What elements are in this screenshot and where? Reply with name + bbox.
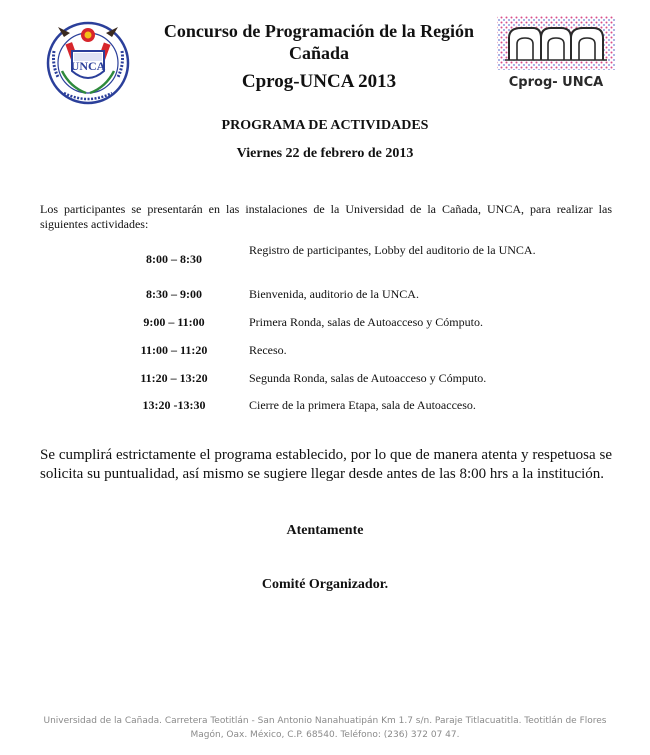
schedule-activity: Receso. <box>249 343 287 357</box>
contest-title-line2: Cañada <box>288 43 350 63</box>
punctuality-notice: Se cumplirá estrictamente el programa establecido, por lo que de manera atenta y respetuosa se solicita su puntualidad, así mismo se sugiere llegar desde antes de las 8:00 hrs a la institución. <box>40 447 612 482</box>
schedule-time: 11:20 – 13:20 <box>140 371 208 385</box>
contest-title-line1: Concurso de Programación de la Región <box>163 21 475 41</box>
program-title: PROGRAMA DE ACTIVIDADES <box>221 118 429 133</box>
program-date: Viernes 22 de febrero de 2013 <box>236 146 414 161</box>
unca-seal-text: UNCA <box>70 59 106 73</box>
footer-address-line1: Universidad de la Cañada. Carretera Teotitlán - San Antonio Nanahuatipán Km 1.7 s/n. Paraje Titlacuatitla. Teotitlán de Flores <box>43 716 607 726</box>
schedule-activity: Cierre de la primera Etapa, sala de Autoacceso. <box>249 398 476 412</box>
intro-paragraph: Los participantes se presentarán en las instalaciones de la Universidad de la Cañada, UNCA, para realizar las siguientes actividades: <box>40 202 612 231</box>
schedule-time: 11:00 – 11:20 <box>140 343 208 357</box>
schedule-time: 9:00 – 11:00 <box>143 315 205 329</box>
contest-edition-title: Cprog-UNCA 2013 <box>241 71 397 92</box>
footer-address-line2: Magón, Oax. México, C.P. 68540. Teléfono: (236) 372 07 47. <box>190 730 460 740</box>
schedule-activity: Segunda Ronda, salas de Autoacceso y Cómputo. <box>249 371 487 385</box>
schedule-activity: Registro de participantes, Lobby del auditorio de la UNCA. <box>249 243 536 257</box>
closing-regards: Atentamente <box>286 523 364 538</box>
cprog-logo-text: Cprog- UNCA <box>508 75 604 90</box>
unca-seal-logo <box>40 13 136 109</box>
schedule-activity: Bienvenida, auditorio de la UNCA. <box>249 287 419 301</box>
schedule-time: 8:00 – 8:30 <box>146 252 202 266</box>
footer-address <box>40 714 610 742</box>
signature-committee: Comité Organizador. <box>261 577 389 592</box>
cprog-logo-graphic <box>495 16 617 90</box>
schedule-time: 13:20 -13:30 <box>142 398 206 412</box>
cprog-unca-logo <box>495 16 617 90</box>
schedule-time: 8:30 – 9:00 <box>146 287 202 301</box>
schedule-activity: Primera Ronda, salas de Autoacceso y Cómputo. <box>249 315 483 329</box>
